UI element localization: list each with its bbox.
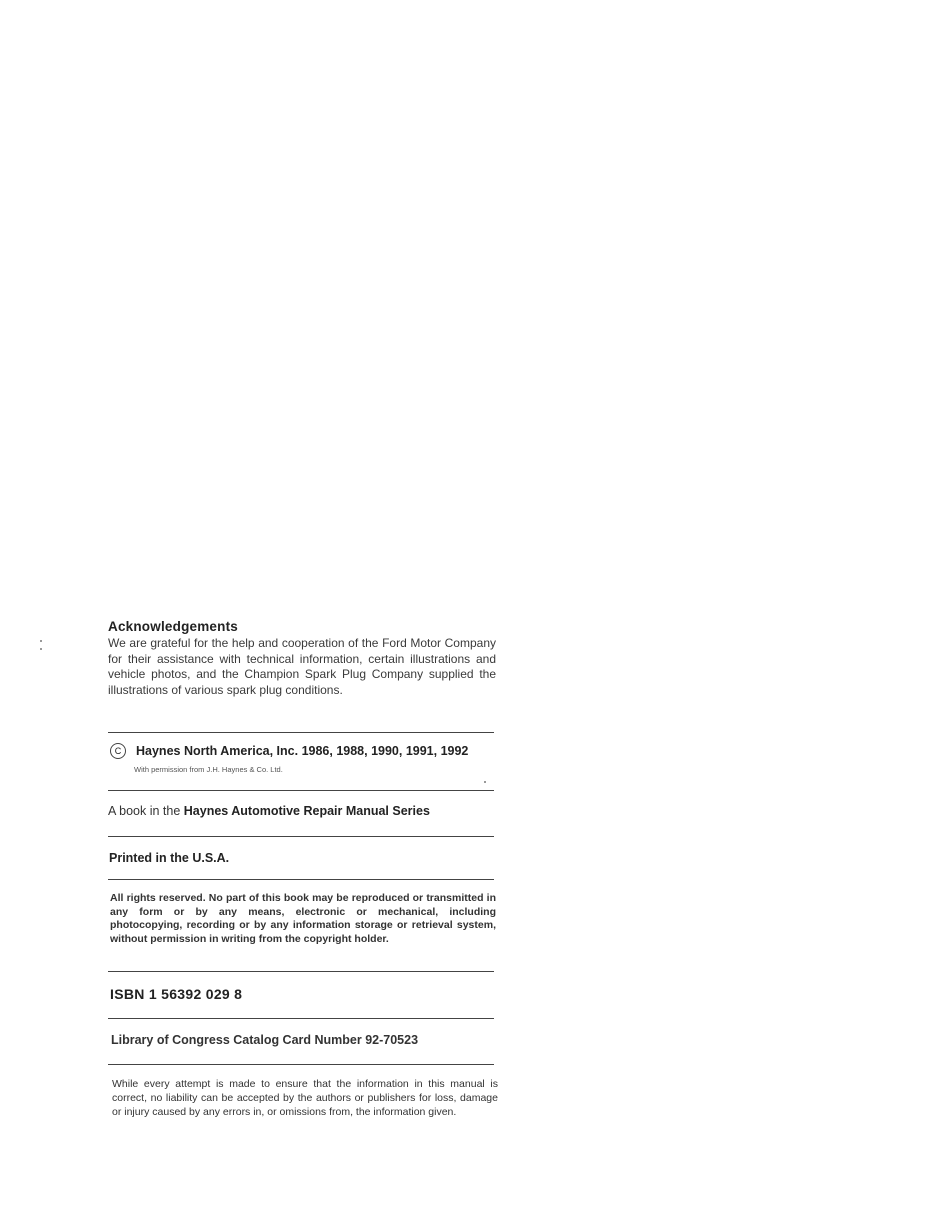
copyright-text: Haynes North America, Inc. 1986, 1988, 1990, 1991, 1992 — [136, 744, 469, 758]
permission-note: With permission from J.H. Haynes & Co. Ltd. — [134, 765, 283, 774]
copyright-line — [108, 743, 468, 759]
divider — [108, 971, 494, 972]
acknowledgements-title: Acknowledgements — [108, 619, 238, 634]
scan-speck — [40, 648, 42, 650]
divider — [108, 879, 494, 880]
scan-speck — [40, 640, 42, 642]
scan-speck — [484, 781, 486, 783]
copyright-icon: C — [110, 743, 126, 759]
acknowledgements-body: We are grateful for the help and cooperation of the Ford Motor Company for their assistance with technical information, certain illustrations and vehicle photos, and the Champion Spark Plug Company supplied the illustrations of various spark plug conditions. — [108, 636, 496, 697]
rights-notice: All rights reserved. No part of this book may be reproduced or transmitted in any form or by any means, electronic or mechanical, including photocopying, recording or by any information storage or retrieval system, without permission in writing from the copyright holder. — [110, 892, 496, 945]
series-prefix: A book in the — [108, 804, 181, 818]
disclaimer: While every attempt is made to ensure that the information in this manual is correct, no liability can be accepted by the authors or publishers for loss, damage or injury caused by any errors in, or omissions from, the information given. — [112, 1078, 498, 1118]
divider — [108, 836, 494, 837]
divider — [108, 1064, 494, 1065]
printed-in: Printed in the U.S.A. — [109, 851, 230, 865]
series-line — [108, 804, 430, 818]
isbn: ISBN 1 56392 029 8 — [110, 986, 243, 1002]
divider — [108, 732, 494, 733]
library-of-congress-number: Library of Congress Catalog Card Number 92-70523 — [111, 1033, 419, 1047]
divider — [108, 790, 494, 791]
divider — [108, 1018, 494, 1019]
series-name: Haynes Automotive Repair Manual Series — [183, 804, 430, 818]
